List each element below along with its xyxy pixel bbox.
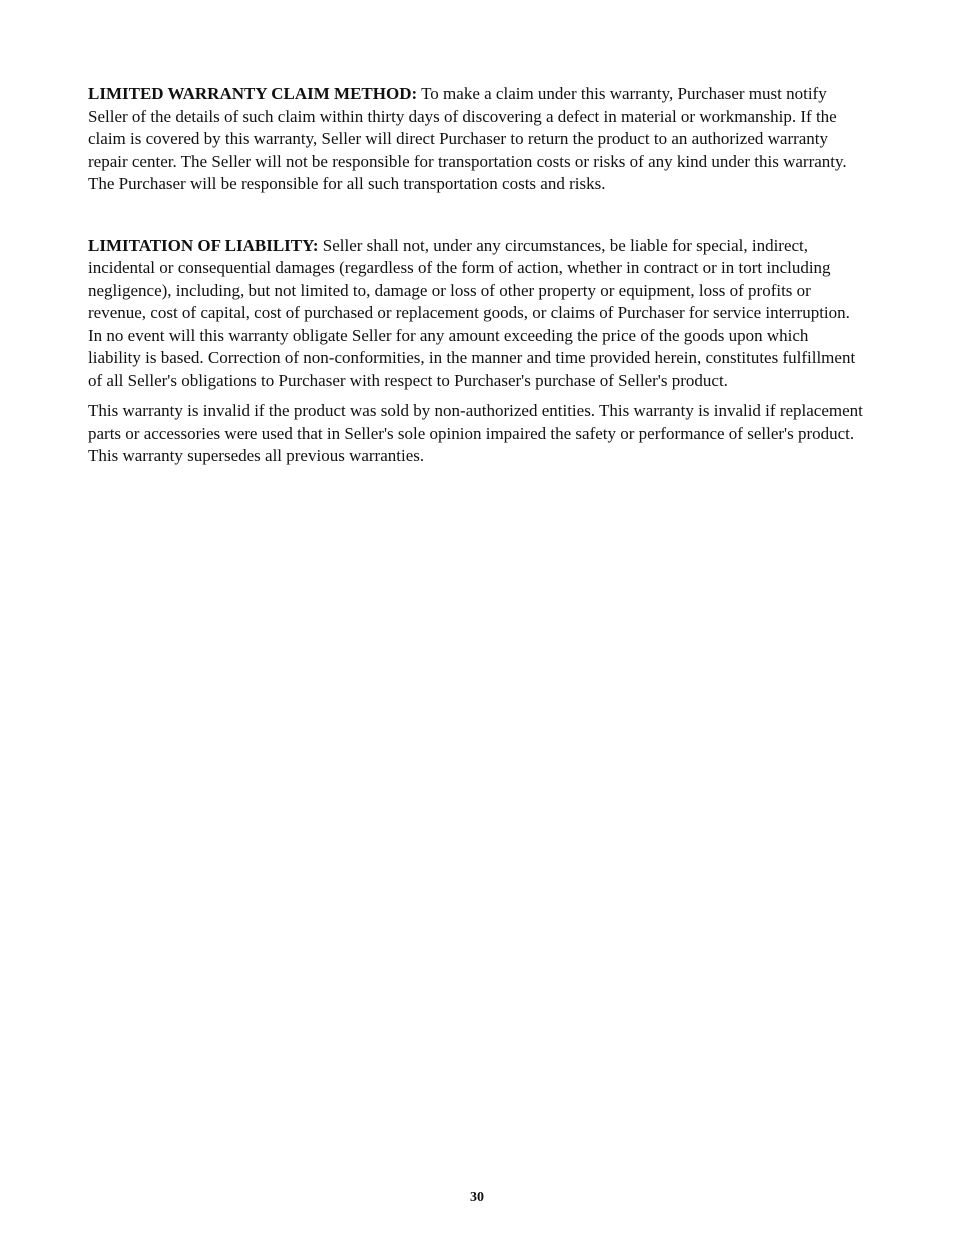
document-page: [88, 83, 863, 468]
liability-paragraph: [88, 235, 863, 393]
invalidity-body: This warranty is invalid if the product was sold by non-authorized entities. This warranty is invalid if replacement parts or accessories were used that in Seller's sole opinion impaired the safety or performance of seller's product. This warranty supersedes all previous warranties.: [88, 401, 863, 465]
claim-method-heading: LIMITED WARRANTY CLAIM METHOD:: [88, 84, 418, 103]
page-number: 30: [470, 1190, 484, 1205]
paragraph-spacer: [88, 392, 863, 400]
claim-method-paragraph: [88, 83, 863, 196]
claim-method-body: To make a claim under this warranty, Purchaser must notify Seller of the details of such claim within thirty days of discovering a defect in material or workmanship. If the claim is covered by this warranty, Seller will direct Purchaser to return the product to an authorized warranty repair center. The Seller will not be responsible for transportation costs or risks of any kind under this warranty. The Purchaser will be responsible for all such transportation costs and risks.: [88, 84, 847, 193]
liability-heading: LIMITATION OF LIABILITY:: [88, 235, 319, 255]
invalidity-paragraph: [88, 400, 863, 468]
paragraph-spacer: [88, 196, 863, 235]
liability-body: Seller shall not, under any circumstances, be liable for special, indirect, incidental or consequential damages (regardless of the form of action, whether in contract or in tort including negligence), including, but not limited to, damage or loss of other property or equipment, loss of profits or revenue, cost of capital, cost of purchased or replacement goods, or claims of Purchaser for service interruption. In no event will this warranty obligate Seller for any amount exceeding the price of the goods upon which liability is based. Correction of non-conformities, in the manner and time provided herein, constitutes fulfillment of all Seller's obligations to Purchaser with respect to Purchaser's purchase of Seller's product.: [88, 235, 856, 390]
